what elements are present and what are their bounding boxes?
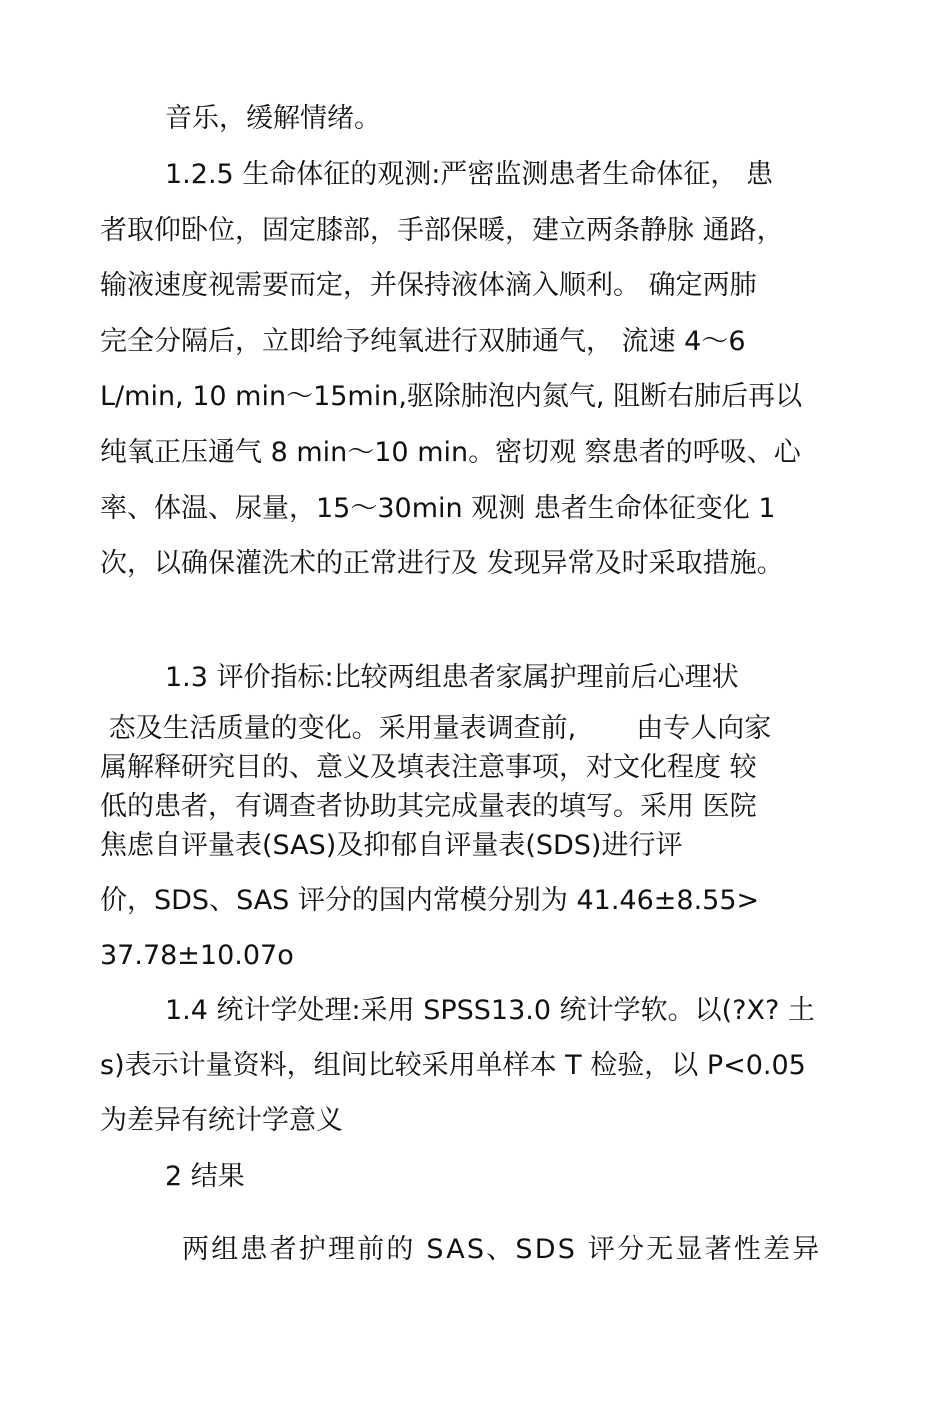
section-heading-results: 2 结果	[165, 1161, 245, 1192]
text-line-6: L/min, 10 min〜15min,驱除肺泡内氮气, 阻断右肺后再以	[100, 381, 803, 412]
text-line-17: 1.4 统计学处理:采用 SPSS13.0 统计学软。以(?X? 土	[165, 995, 815, 1026]
text-line-8: 率、体温、尿量，15〜30min 观测 患者生命体征变化 1	[100, 493, 776, 524]
text-line-16: 37.78±10.07o	[100, 940, 294, 971]
text-line-2: 1.2.5 生命体征的观测:严密监测患者生命体征， 患	[165, 159, 773, 190]
text-line-13: 低的患者，有调查者协助其完成量表的填写。采用 医院	[100, 791, 757, 822]
text-line-14: 焦虑自评量表(SAS)及抑郁自评量表(SDS)进行评	[100, 830, 683, 861]
text-line-9: 次，以确保灌洗术的正常进行及 发现异常及时采取措施。	[100, 548, 784, 579]
text-line-5: 完全分隔后，立即给予纯氧进行双肺通气， 流速 4〜6	[100, 326, 746, 357]
text-line-4: 输液速度视需要而定，并保持液体滴入顺利。 确定两肺	[100, 270, 757, 301]
text-line-12: 属解释研究目的、意义及填表注意事项，对文化程度 较	[100, 752, 757, 783]
text-line-10: 1.3 评价指标:比较两组患者家属护理前后心理状	[165, 662, 739, 693]
text-line-1: 音乐，缓解情绪。	[165, 103, 381, 134]
text-line-18: s)表示计量资料，组间比较采用单样本 T 检验，以 P<0.05	[100, 1050, 806, 1081]
text-line-7: 纯氧正压通气 8 min〜10 min。密切观 察患者的呼吸、心	[100, 437, 801, 468]
text-line-21: 两组患者护理前的 SAS、SDS 评分无显著性差异	[182, 1234, 822, 1265]
text-line-3: 者取仰卧位，固定膝部，手部保暖，建立两条静脉 通路，	[100, 215, 784, 246]
text-line-19: 为差异有统计学意义	[100, 1105, 343, 1136]
text-line-11: 态及生活质量的变化。采用量表调查前, 由专人向家	[100, 713, 772, 744]
text-line-15: 价，SDS、SAS 评分的国内常模分别为 41.46±8.55>	[100, 885, 760, 916]
